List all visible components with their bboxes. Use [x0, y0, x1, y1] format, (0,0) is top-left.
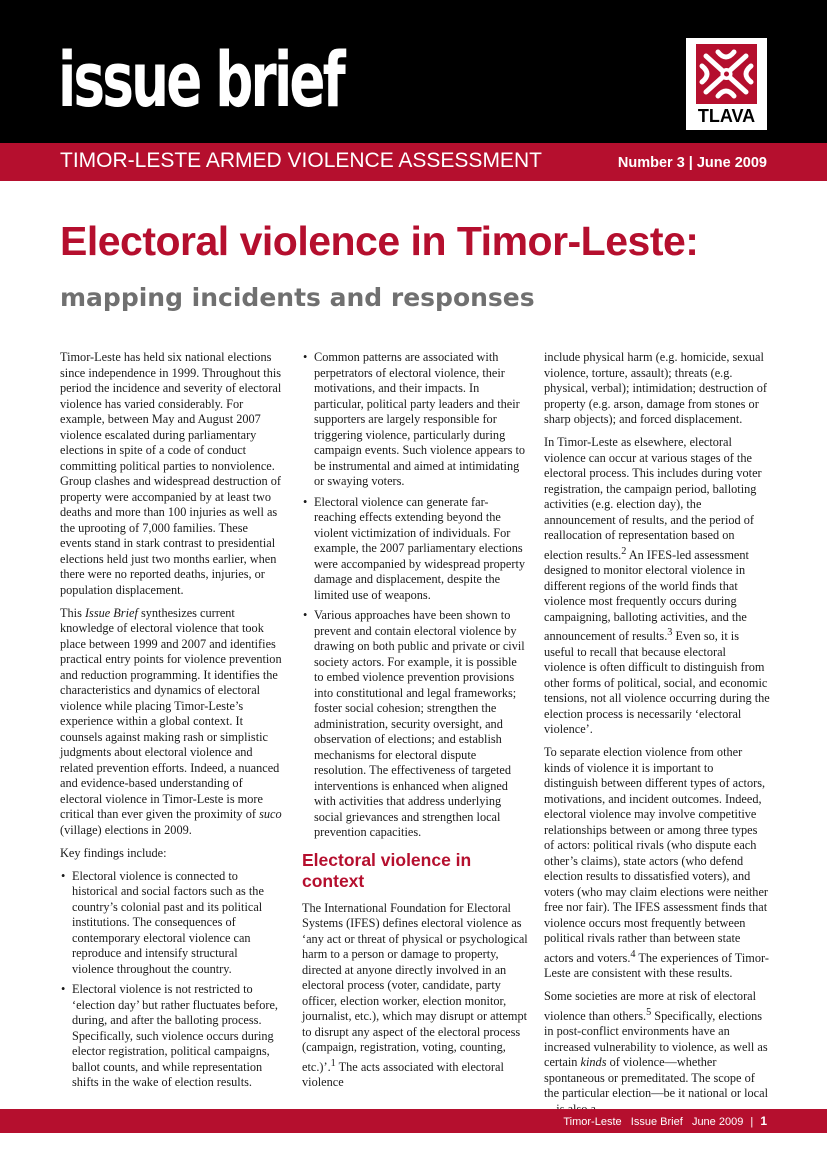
footer-separator: |	[750, 1116, 754, 1128]
footer-date: June 2009	[691, 1116, 744, 1128]
tlava-logo	[686, 38, 767, 130]
paragraph: This Issue Brief synthesizes current knowledge of electoral violence that took place between 1999 and 2007 and identifies practical entry points for violence prevention and reduction programming. It identifies the characteristics and dynamics of electoral violence while placing Timor-Leste’s experience within a global context. It counsels against making rash or simplistic judgments about electoral violence and related prevention efforts. Indeed, a nuanced and evidence-based understanding of electoral violence in Timor-Leste is more critical than ever given the proximity of suco (village) elections in 2009.	[60, 605, 282, 837]
paragraph: Key findings include:	[60, 845, 167, 860]
article-subtitle: mapping incidents and responses	[60, 283, 535, 312]
findings-list	[302, 350, 528, 841]
paragraph: To separate election violence from other kinds of violence it is important to distinguish between different types of actors, motivations, and incident outcomes. Indeed, electoral violence may involve competitive relationships between or among three types of actors: political rivals (who dispute each other’s claims), state actors (who defend election results to dissatisfied voters), and voters (who may claim elections were neither free nor fair). The IFES assessment finds that violence occurs most frequently between political rivals rather than between state actors and voters.$^4$ The experiences of Timor-Leste are consistent with these results.	[544, 745, 769, 981]
paragraph: Some societies are more at risk of electoral violence than others.$^5$ Specifically, elections in post-conflict environments have an increased vulnerability to violence, as well as certain kinds of violence—whether spontaneous or premeditated. The scope of the particular election—be it national or local	[544, 989, 768, 1101]
paragraph: include physical harm (e.g. homicide, sexual violence, torture, assault); threats (e.g. physical, verbal); intimidation; destruction of property (e.g. arson, damage from stones or sharp objects); and forced displacement.	[544, 350, 768, 426]
list-item: • Various approaches have been shown to prevent and contain electoral violence by drawing on both public and private or civil society actors. For example, it is possible to embed violence prevention provisions into constitutional and legal frameworks; foster social cohesion; strengthen the administration, security oversight, and observation of elections; and establish mechanisms for electoral dispute resolution. The effectiveness of targeted interventions is enhanced when aligned with activities that address underlying social grievances and strengthen local prevention capacities.	[314, 608, 528, 841]
issue-number: Number 3 | June 2009	[617, 155, 767, 171]
tlava-logo-icon	[696, 44, 757, 104]
masthead-title: issue brief	[58, 35, 344, 124]
footnote-ref: 4	[630, 948, 636, 960]
paragraph: In Timor-Leste as elsewhere, electoral violence can occur at various stages of the electoral process. This includes during voter registration, the campaign period, balloting activities (e.g. election day), the announcement of results, and the period of reallocation of representation based on election results.$^2$ An IFES-led assessment designed to monitor electoral violence in different regions of the world finds that violence most frequently occurs during campaigning, balloting activities, and the announcement of results.$^3$ Even so, it is useful to recall that because electoral violence is often difficult to distinguish from other forms of political, social, and economic tensions, not all violence occurring during the election process is necessarily ‘electoral violence’.	[544, 435, 770, 737]
logo-text: TLAVA	[697, 106, 756, 126]
section-heading: Electoral violence in context	[302, 849, 472, 891]
page-number: 1	[760, 1114, 767, 1128]
footer-series: Issue Brief	[630, 1116, 683, 1128]
list-item: • Electoral violence is connected to historical and social factors such as the country’s colonial past and its political institutions. The consequences of contemporary electoral violence can reproduce and intensify structural violence throughout the country.	[72, 869, 282, 978]
footer-country: Timor-Leste	[563, 1116, 622, 1128]
footnote-ref: 5	[646, 1006, 652, 1018]
page-footer	[563, 1114, 767, 1128]
list-item: • Electoral violence is not restricted to ‘election day’ but rather fluctuates before, during, and after the balloting process. Specifically, such violence occurs during elector registration, political campaigns, ballot counts, and while representation shifts in the wake of election results.	[72, 982, 282, 1091]
article-title: Electoral violence in Timor-Leste:	[60, 218, 699, 264]
paragraph: Timor-Leste has held six national elections since independence in 1999. Throughout this period the incidence and severity of electoral violence has varied considerably. For example, between May and August 2007 violence escalated during parliamentary elections in spite of a code of conduct committing political parties to nonviolence. Group clashes and widespread destruction of property were accompanied by at least two deaths and more than 100 injuries as well as the uprooting of 7,000 families. These events stand in stark contrast to presidential elections held just two months earlier, when there were no reported deaths, injuries, or population displacement.	[60, 350, 282, 597]
column-3	[544, 350, 770, 1125]
series-title: TIMOR-LESTE ARMED VIOLENCE ASSESSMENT	[60, 149, 542, 172]
footnote-ref: 3	[667, 627, 673, 639]
paragraph: The International Foundation for Electoral Systems (IFES) defines electoral violence as ‘any act or threat of physical or psychological harm to a person or damage to property, directed at anyone directly involved in an electoral process (voter, candidate, party officer, election worker, election monitor, journalist, etc.), which may disrupt or attempt to disrupt any aspect of the electoral process (campaign, registration, voting, counting, etc.)’.$^1$ The acts associated with electoral violence	[302, 900, 528, 1090]
list-item: • Common patterns are associated with perpetrators of electoral violence, their motivations, and their impacts. In particular, political party leaders and their supporters are largely responsible for triggering violence, particularly during campaign events. Such violence appears to be instrumental and aimed at intimidating or swaying voters.	[314, 350, 528, 490]
footnote-ref: 2	[621, 545, 627, 557]
list-item: • Electoral violence can generate far-reaching effects extending beyond the violent victimization of individuals. For example, the 2007 parliamentary elections were accompanied by widespread property damage and displacement, despite the limited use of weapons.	[314, 495, 528, 604]
findings-list	[60, 869, 282, 1091]
column-2	[302, 350, 528, 1098]
footnote-ref: 1	[330, 1057, 336, 1069]
column-1	[60, 350, 282, 1098]
